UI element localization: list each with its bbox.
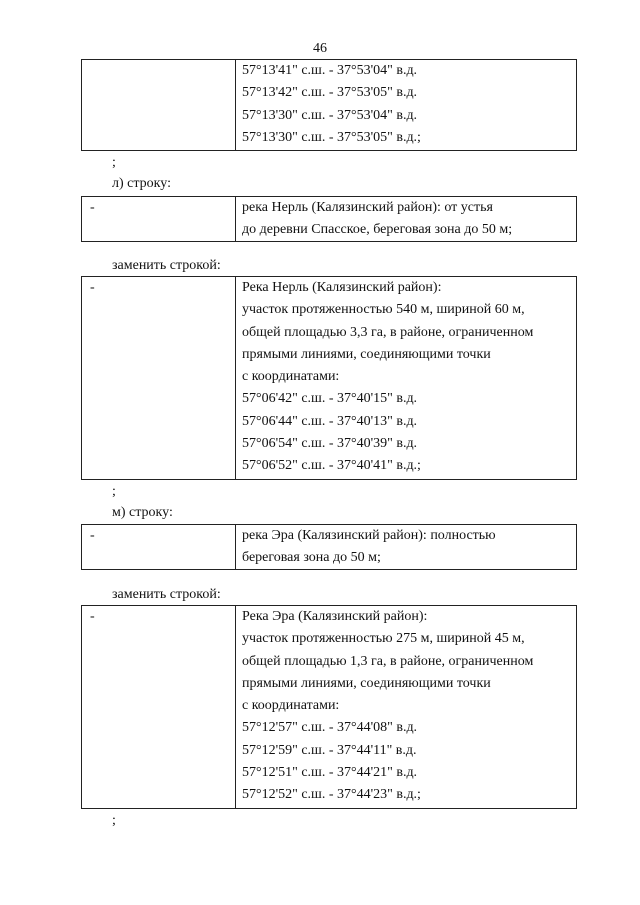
- description-line: до деревни Спасское, береговая зона до 50 м;: [242, 222, 513, 238]
- replace-with-row-label: заменить строкой:: [112, 258, 221, 273]
- nerl-new-row-table: [81, 276, 577, 480]
- coordinate-line: 57°13'41" с.ш. - 37°53'04" в.д.: [242, 63, 418, 78]
- description-cell: [236, 277, 576, 479]
- coordinate-line: 57°13'42" с.ш. - 37°53'05" в.д.: [242, 85, 418, 101]
- era-new-row-table: [81, 605, 577, 809]
- coordinate-line: 57°06'54" с.ш. - 37°40'39" в.д.: [242, 436, 418, 452]
- dash-cell: -: [82, 525, 236, 569]
- description-line: река Нерль (Калязинский район): от устья: [242, 200, 493, 215]
- item-m-heading: м) строку:: [112, 505, 173, 520]
- dash-cell: -: [82, 197, 236, 241]
- description-line: Река Эра (Калязинский район):: [242, 609, 428, 624]
- dash-cell: -: [82, 277, 236, 479]
- dash-cell: -: [82, 606, 236, 808]
- description-cell: [236, 525, 576, 569]
- page-number: 46: [313, 41, 327, 56]
- description-line: с координатами:: [242, 698, 340, 714]
- description-line: участок протяженностью 275 м, шириной 45 м,: [242, 631, 525, 647]
- description-line: прямыми линиями, соединяющими точки: [242, 675, 491, 691]
- coordinate-line: 57°12'59" с.ш. - 37°44'11" в.д.: [242, 742, 417, 758]
- coordinate-line: 57°06'42" с.ш. - 37°40'15" в.д.: [242, 391, 418, 407]
- item-l-heading: л) строку:: [112, 176, 171, 191]
- semicolon: ;: [112, 484, 116, 499]
- semicolon: ;: [112, 813, 116, 828]
- description-cell: [236, 197, 576, 241]
- coordinate-line: 57°13'30" с.ш. - 37°53'05" в.д.;: [242, 129, 421, 145]
- table-cell-empty: [82, 60, 236, 150]
- nerl-old-row-table: [81, 196, 577, 242]
- description-line: общей площадью 3,3 га, в районе, ограниченном: [242, 324, 534, 340]
- description-line: береговая зона до 50 м;: [242, 550, 381, 566]
- coordinate-line: 57°06'44" с.ш. - 37°40'13" в.д.: [242, 413, 418, 429]
- description-cell: [236, 606, 576, 808]
- description-line: река Эра (Калязинский район): полностью: [242, 528, 496, 543]
- continued-coordinates-table: [81, 59, 577, 151]
- coordinate-line: 57°06'52" с.ш. - 37°40'41" в.д.;: [242, 458, 421, 474]
- semicolon: ;: [112, 155, 116, 170]
- coordinate-line: 57°13'30" с.ш. - 37°53'04" в.д.: [242, 107, 418, 123]
- replace-with-row-label: заменить строкой:: [112, 587, 221, 602]
- coordinate-line: 57°12'52" с.ш. - 37°44'23" в.д.;: [242, 787, 421, 803]
- coordinate-line: 57°12'57" с.ш. - 37°44'08" в.д.: [242, 720, 418, 736]
- era-old-row-table: [81, 524, 577, 570]
- description-line: с координатами:: [242, 369, 340, 385]
- coordinate-line: 57°12'51" с.ш. - 37°44'21" в.д.: [242, 765, 418, 781]
- description-line: прямыми линиями, соединяющими точки: [242, 346, 491, 362]
- coordinates-cell: [236, 60, 576, 150]
- description-line: участок протяженностью 540 м, шириной 60 м,: [242, 302, 525, 318]
- description-line: общей площадью 1,3 га, в районе, ограниченном: [242, 653, 534, 669]
- description-line: Река Нерль (Калязинский район):: [242, 280, 442, 295]
